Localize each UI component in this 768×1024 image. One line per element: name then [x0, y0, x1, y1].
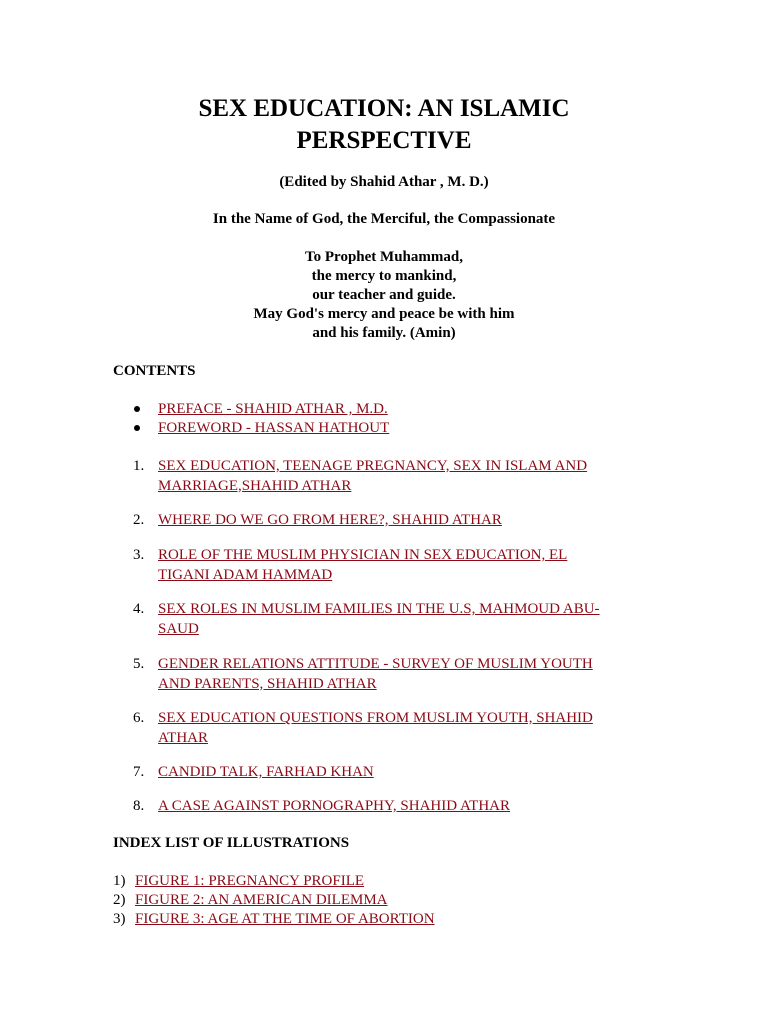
link-chapter-1[interactable]: SEX EDUCATION, TEENAGE PREGNANCY, SEX IN ISLAM AND	[158, 458, 588, 474]
figure-number: 3)	[113, 911, 126, 927]
contents-item-7	[158, 763, 655, 783]
bullet-icon	[134, 425, 140, 431]
invocation: In the Name of God, the Merciful, the Compassionate	[212, 211, 556, 227]
editor-credit: (Edited by Shahid Athar , M. D.)	[279, 174, 489, 190]
link-chapter-6-cont[interactable]: ATHAR	[158, 729, 209, 746]
document-title-line2: PERSPECTIVE	[296, 127, 472, 154]
link-chapter-3-cont[interactable]: TIGANI ADAM HAMMAD	[158, 566, 333, 583]
link-figure-1[interactable]: FIGURE 1: PREGNANCY PROFILE	[135, 873, 365, 889]
item-number: 8.	[133, 798, 145, 814]
figure-number: 1)	[113, 873, 126, 889]
link-chapter-2[interactable]: WHERE DO WE GO FROM HERE?, SHAHID ATHAR	[158, 512, 502, 528]
link-figure-2[interactable]: FIGURE 2: AN AMERICAN DILEMMA	[135, 892, 388, 908]
dedication-line: our teacher and guide.	[312, 287, 456, 303]
dedication-line: To Prophet Muhammad,	[305, 249, 463, 265]
item-number: 7.	[133, 764, 145, 780]
contents-item-5	[158, 655, 655, 694]
contents-heading: CONTENTS	[113, 363, 196, 379]
link-foreword[interactable]: FOREWORD - HASSAN HATHOUT	[158, 420, 390, 436]
contents-item-6	[158, 709, 655, 748]
link-figure-3[interactable]: FIGURE 3: AGE AT THE TIME OF ABORTION	[135, 911, 435, 927]
contents-item-2	[158, 511, 655, 531]
contents-item-4	[158, 600, 655, 639]
link-chapter-6[interactable]: SEX EDUCATION QUESTIONS FROM MUSLIM YOUTH, SHAHID	[158, 710, 593, 726]
item-number: 5.	[133, 656, 145, 672]
link-chapter-3[interactable]: ROLE OF THE MUSLIM PHYSICIAN IN SEX EDUCATION, EL	[158, 547, 568, 563]
item-number: 2.	[133, 512, 145, 528]
item-number: 4.	[133, 601, 145, 617]
link-chapter-1-cont[interactable]: MARRIAGE,SHAHID ATHAR	[158, 477, 352, 494]
contents-item-1	[158, 457, 655, 496]
document-title-line1: SEX EDUCATION: AN ISLAMIC	[198, 95, 570, 122]
link-chapter-7[interactable]: CANDID TALK, FARHAD KHAN	[158, 764, 374, 780]
link-preface[interactable]: PREFACE - SHAHID ATHAR , M.D.	[158, 401, 388, 417]
link-chapter-5[interactable]: GENDER RELATIONS ATTITUDE - SURVEY OF MUSLIM YOUTH	[158, 656, 593, 672]
link-chapter-8[interactable]: A CASE AGAINST PORNOGRAPHY, SHAHID ATHAR	[158, 798, 511, 814]
item-number: 1.	[133, 458, 145, 474]
dedication-line: and his family. (Amin)	[312, 325, 456, 341]
link-chapter-5-cont[interactable]: AND PARENTS, SHAHID ATHAR	[158, 675, 377, 692]
dedication-line: May God's mercy and peace be with him	[253, 306, 515, 322]
contents-item-8	[158, 797, 655, 817]
item-number: 3.	[133, 547, 145, 563]
link-chapter-4-cont[interactable]: SAUD	[158, 620, 199, 637]
figure-number: 2)	[113, 892, 126, 908]
item-number: 6.	[133, 710, 145, 726]
dedication-line: the mercy to mankind,	[311, 268, 457, 284]
link-chapter-4[interactable]: SEX ROLES IN MUSLIM FAMILIES IN THE U.S, MAHMOUD ABU-	[158, 601, 600, 617]
bullet-icon	[134, 406, 140, 412]
illustrations-heading: INDEX LIST OF ILLUSTRATIONS	[113, 835, 350, 851]
contents-item-3	[158, 546, 655, 585]
